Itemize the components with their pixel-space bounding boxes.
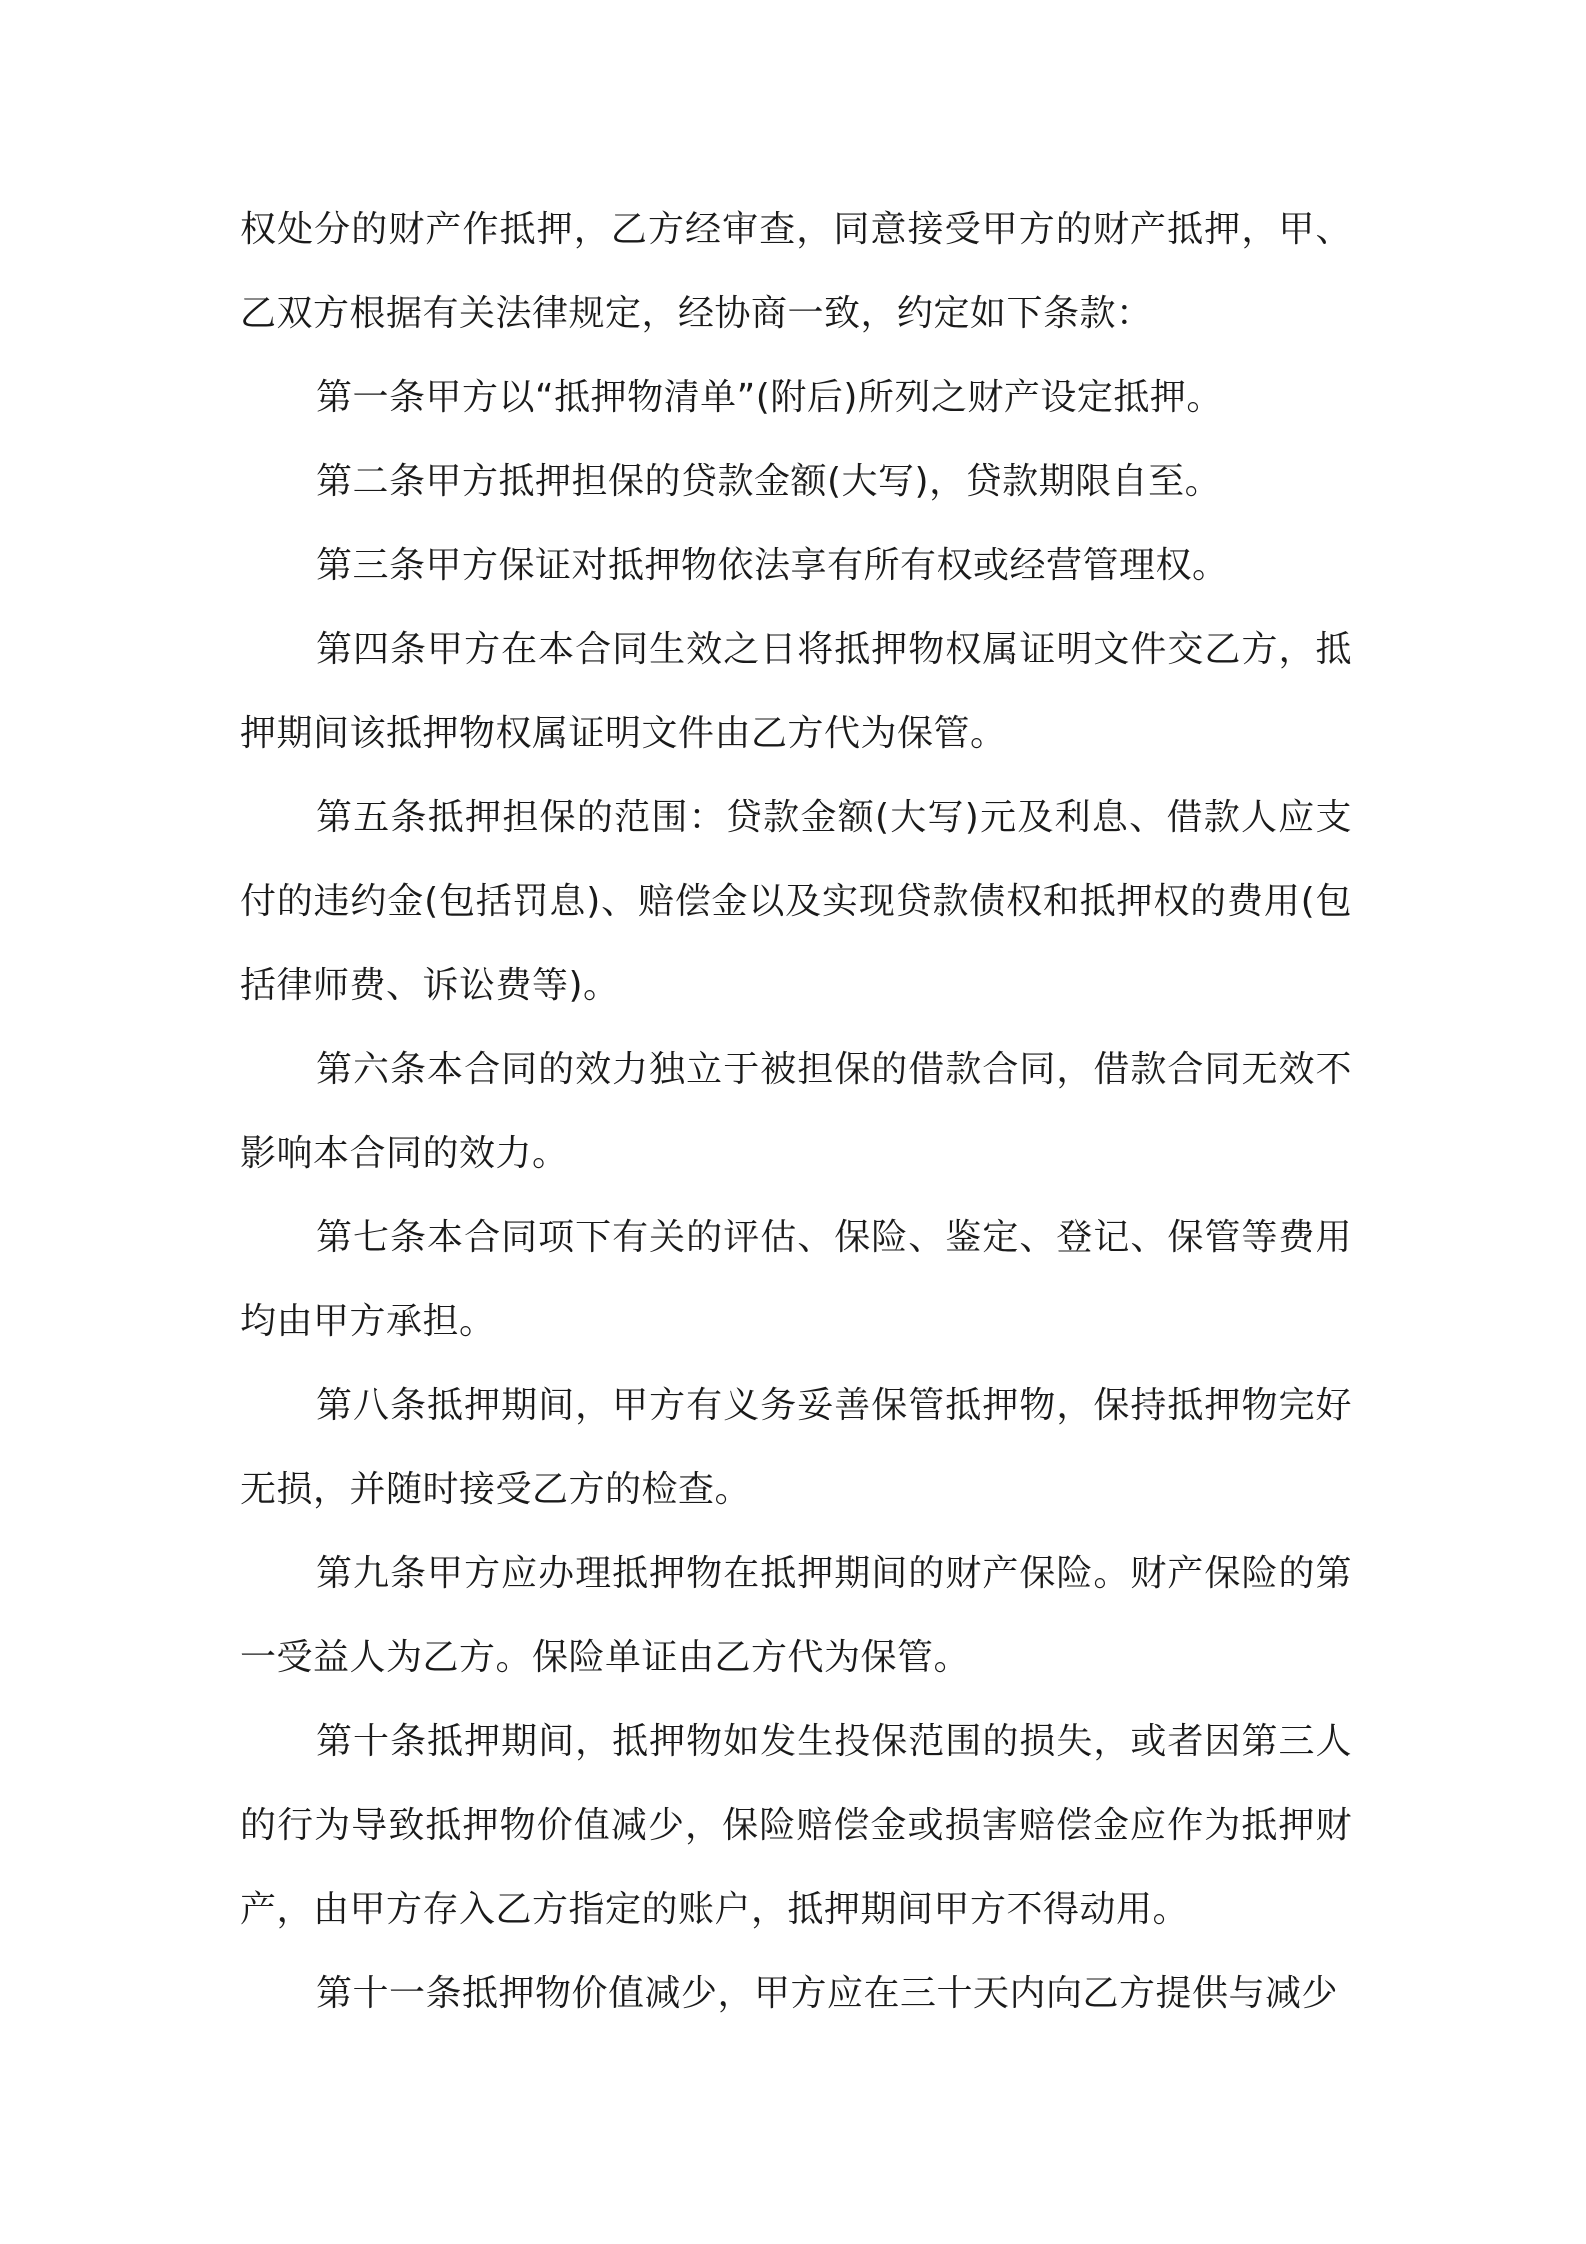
clause-2: 第二条甲方抵押担保的贷款金额(大写)，贷款期限自至。 — [316, 461, 1222, 502]
clause-8: 第八条抵押期间，甲方有义务妥善保管抵押物，保持抵押物完好无损，并随时接受乙方的检查。 — [240, 1385, 1352, 1510]
clause-5: 第五条抵押担保的范围：贷款金额(大写)元及利息、借款人应支付的违约金(包括罚息)、赔偿金以及实现贷款债权和抵押权的费用(包括律师费、诉讼费等)。 — [240, 797, 1352, 1006]
clause-3: 第三条甲方保证对抵押物依法享有所有权或经营管理权。 — [316, 545, 1229, 586]
clause-4: 第四条甲方在本合同生效之日将抵押物权属证明文件交乙方，抵押期间该抵押物权属证明文件由乙方代为保管。 — [240, 629, 1352, 754]
clause-7: 第七条本合同项下有关的评估、保险、鉴定、登记、保管等费用均由甲方承担。 — [240, 1217, 1352, 1342]
paragraph-continuation: 权处分的财产作抵押，乙方经审查，同意接受甲方的财产抵押，甲、乙双方根据有关法律规定，经协商一致，约定如下条款： — [240, 209, 1352, 334]
clause-6: 第六条本合同的效力独立于被担保的借款合同，借款合同无效不影响本合同的效力。 — [240, 1049, 1352, 1174]
clause-11: 第十一条抵押物价值减少，甲方应在三十天内向乙方提供与减少 — [316, 1973, 1339, 2014]
clause-9: 第九条甲方应办理抵押物在抵押期间的财产保险。财产保险的第一受益人为乙方。保险单证由乙方代为保管。 — [240, 1553, 1352, 1678]
clause-10: 第十条抵押期间，抵押物如发生投保范围的损失，或者因第三人的行为导致抵押物价值减少，保险赔偿金或损害赔偿金应作为抵押财产，由甲方存入乙方指定的账户，抵押期间甲方不得动用。 — [240, 1721, 1352, 1930]
contract-body — [240, 188, 1352, 2036]
clause-1: 第一条甲方以“抵押物清单”(附后)所列之财产设定抵押。 — [316, 377, 1223, 418]
